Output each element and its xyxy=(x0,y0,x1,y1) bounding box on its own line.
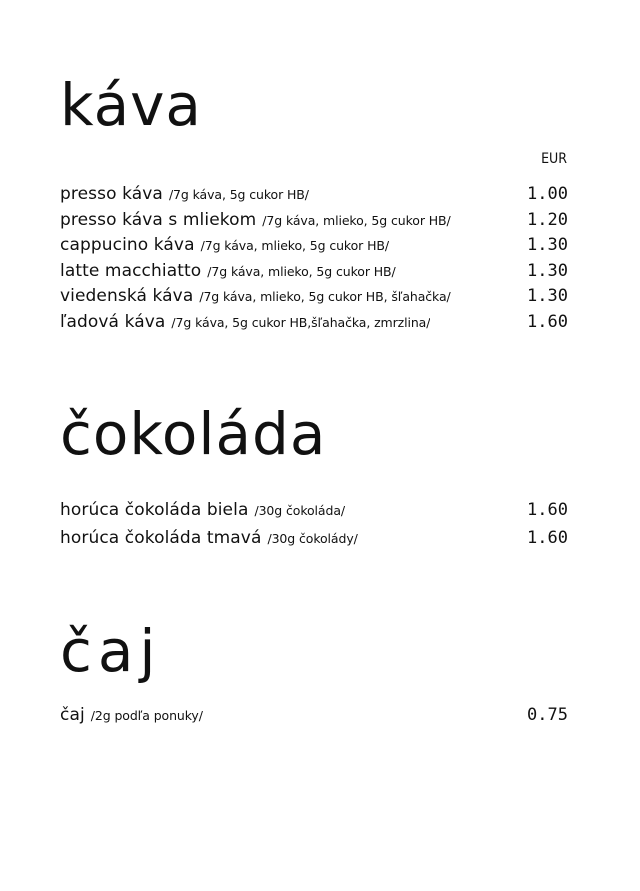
item-description: /7g káva, mlieko, 5g cukor HB/ xyxy=(262,212,451,228)
item-price: 1.20 xyxy=(527,209,568,230)
item-name: latte macchiatto xyxy=(60,260,202,281)
item-name: presso káva xyxy=(60,184,163,204)
item-price: 1.60 xyxy=(527,528,568,548)
menu-item xyxy=(60,312,568,338)
item-name: ľadová káva xyxy=(60,311,166,332)
item-name: viedenská káva xyxy=(60,286,194,306)
item-description: /7g káva, 5g cukor HB,šľahačka, zmrzlina/ xyxy=(171,314,431,330)
menu-list-caj xyxy=(60,705,568,731)
menu-list-cokolada xyxy=(60,500,568,556)
menu-list-kava xyxy=(60,184,568,337)
currency-label: EUR xyxy=(541,151,567,167)
item-description: /30g čokoláda/ xyxy=(254,503,345,518)
menu-item xyxy=(60,528,568,556)
item-description: /7g káva, 5g cukor HB/ xyxy=(168,187,309,202)
section-title-kava: káva xyxy=(60,71,202,139)
item-price: 1.60 xyxy=(527,311,568,332)
section-title-caj: čaj xyxy=(60,617,162,685)
item-description: /7g káva, mlieko, 5g cukor HB/ xyxy=(200,238,389,253)
menu-item xyxy=(60,500,568,528)
menu-item xyxy=(60,261,568,287)
item-description: /2g podľa ponuky/ xyxy=(90,708,203,723)
item-price: 1.30 xyxy=(527,235,568,255)
menu-item xyxy=(60,184,568,210)
item-name: cappucino káva xyxy=(60,235,195,255)
menu-item xyxy=(60,705,568,731)
item-description: /7g káva, mlieko, 5g cukor HB, šľahačka/ xyxy=(199,289,451,304)
item-description: /7g káva, mlieko, 5g cukor HB/ xyxy=(207,263,396,279)
item-name: presso káva s mliekom xyxy=(60,209,257,230)
item-price: 1.30 xyxy=(527,260,568,281)
item-price: 1.60 xyxy=(527,500,568,520)
menu-item xyxy=(60,210,568,236)
menu-item xyxy=(60,286,568,312)
item-description: /30g čokolády/ xyxy=(267,531,358,546)
item-price: 1.30 xyxy=(527,286,568,306)
section-title-cokolada: čokoláda xyxy=(60,400,327,468)
menu-item xyxy=(60,235,568,261)
item-price: 0.75 xyxy=(527,705,568,725)
item-name: horúca čokoláda tmavá xyxy=(60,528,262,548)
item-name: horúca čokoláda biela xyxy=(60,500,249,520)
item-price: 1.00 xyxy=(527,184,568,204)
item-name: čaj xyxy=(60,705,85,725)
